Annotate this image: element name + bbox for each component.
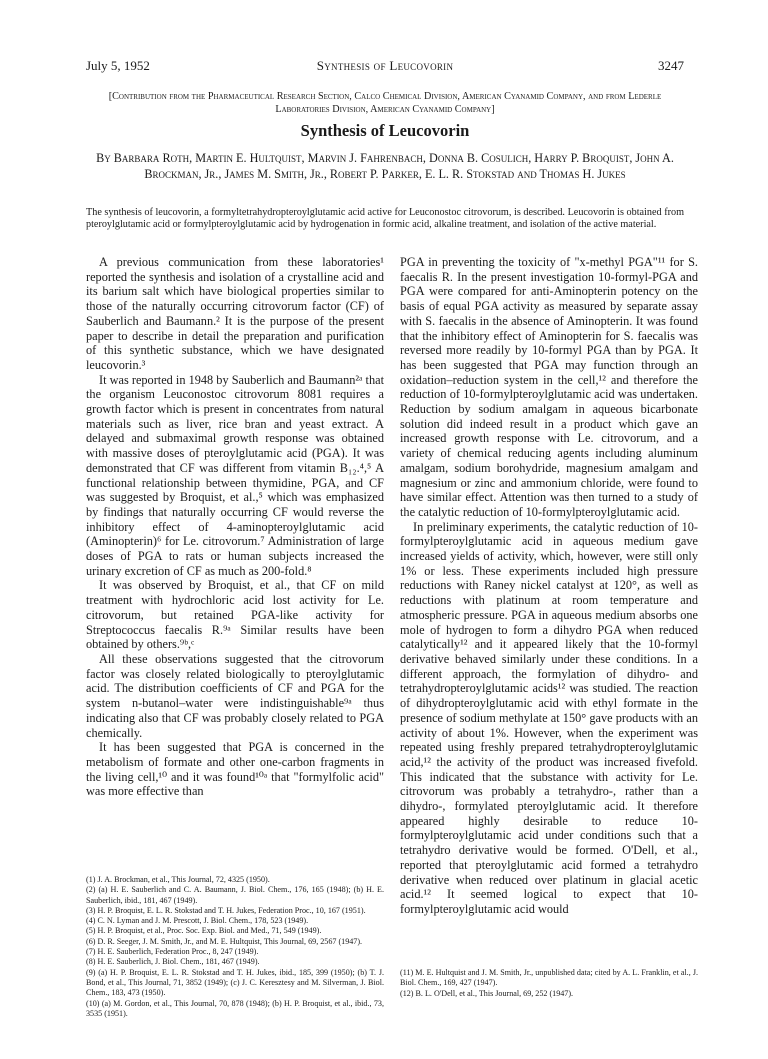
footnote: (9) (a) H. P. Broquist, E. L. R. Stokstad and T. H. Jukes, ibid., 185, 399 (1950); (b) T. J. Bond, et al., This Journal, 71, 3852 (1949); (c) J. C. Keresztesy and M. Silverman, J. Biol. Chem., 183, 473 (1950).	[86, 967, 384, 998]
footnote: (10) (a) M. Gordon, et al., This Journal, 70, 878 (1948); (b) H. P. Broquist, et al., ibid., 73, 3535 (1951).	[86, 998, 384, 1018]
footnote: (1) J. A. Brockman, et al., This Journal, 72, 4325 (1950).	[86, 875, 270, 884]
body-paragraph: PGA in preventing the toxicity of "x-methyl PGA"¹¹ for S. faecalis R. In the present investigation 10-formyl-PGA and PGA were compared for anti-Aminopterin potency on the basis of equal PGA activity as measured by separate assay with S. faecalis in the absence of Aminopterin. It was found that the inhibitory effect of Aminopterin for S. faecalis was reversed more readily by 10-formyl PGA than by PGA. It has been suggested that PGA may function through an oxidation–reduction system in the cell,¹² and therefore the reduction of 10-formylpteroylglutamic acid was undertaken. Reduction by sodium amalgam in aqueous bicarbonate solution did indeed result in a product which gave an increased growth response with Le. citrovorum, and a variety of chemical reducing agents including aluminum amalgam, sodium borohydride, magnesium amalgam and magnesium or zinc and ammonium chloride, were found to have similar effect. Attention was then turned to a study of the catalytic reduction of 10-formylpteroylglutamic acid.	[400, 255, 698, 519]
issue-date: July 5, 1952	[86, 58, 150, 73]
abstract: The synthesis of leucovorin, a formyltetrahydropteroylglutamic acid active for Leuconostoc citrovorum, is described. Leucovorin is obtained from pteroylglutamic acid or formylpteroylglutamic acid by hydrogenation in formic acid, alkaline treatment, and isolation of the active material.	[86, 207, 684, 231]
footnote: (4) C. N. Lyman and J. M. Prescott, J. Biol. Chem., 178, 523 (1949).	[86, 916, 309, 926]
footnote: (7) H. E. Sauberlich, Federation Proc., 8, 247 (1949).	[86, 947, 259, 957]
body-paragraph: It has been suggested that PGA is concerned in the metabolism of formate and other one-carbon fragments in the living cell,¹⁰ and it was found¹⁰ᵃ that "formylfolic acid" was more effective than	[86, 740, 384, 799]
footnote: (3) H. P. Broquist, E. L. R. Stokstad and T. H. Jukes, Federation Proc., 10, 167 (1951).	[86, 905, 366, 915]
footnote: (5) H. P. Broquist, et al., Proc. Soc. Exp. Biol. and Med., 71, 549 (1949).	[86, 926, 322, 936]
running-head	[86, 58, 684, 74]
author-list: By Barbara Roth, Martin E. Hultquist, Marvin J. Fahrenbach, Donna B. Cosulich, Harry P. Broquist, John A. Brockman, Jr., James M. Smith, Jr., Robert P. Parker, E. L. R. Stokstad and Thomas H. Jukes	[96, 151, 674, 181]
body-paragraph: All these observations suggested that the citrovorum factor was closely related biologically to pteroylglutamic acid. The distribution coefficients of CF and PGA for the system n-butanol–water were indistinguishable⁹ᵃ thus indicating also that CF was probably closely related to PGA chemically.	[86, 651, 384, 740]
body-column-right	[400, 255, 698, 917]
body-column-left	[86, 255, 384, 799]
footnote: (2) (a) H. E. Sauberlich and C. A. Baumann, J. Biol. Chem., 176, 165 (1948); (b) H. E. Sauberlich, ibid., 181, 467 (1949).	[86, 885, 384, 905]
footnote: (12) B. L. O'Dell, et al., This Journal, 69, 252 (1947).	[400, 988, 574, 998]
body-paragraph: A previous communication from these laboratories¹ reported the synthesis and isolation of a crystalline acid and its barium salt which have biological properties similar to those of the naturally occurring citrovorum factor (CF) of Sauberlich and Baumann.² It is the purpose of the present paper to describe in detail the preparation and purification of this synthetic substance, which we have designated leucovorin.³	[86, 255, 384, 372]
footnote: (8) H. E. Sauberlich, J. Biol. Chem., 181, 467 (1949).	[86, 957, 260, 967]
body-paragraph: It was observed by Broquist, et al., that CF on mild treatment with hydrochloric acid lost activity for Le. citrovorum, but retained PGA-like activity for Streptococcus faecalis R.⁹ᵃ Similar results have been obtained by others.⁹ᵇ,ᶜ	[86, 578, 384, 652]
article-title: Synthesis of Leucovorin	[300, 121, 470, 140]
footnotes-right	[400, 968, 698, 999]
contribution-note: [Contribution from the Pharmaceutical Research Section, Calco Chemical Division, American Cyanamid Company, and from Lederle Laboratories Division, American Cyanamid Company]	[108, 91, 662, 115]
body-paragraph: In preliminary experiments, the catalytic reduction of 10-formylpteroylglutamic acid in aqueous medium gave increased yields of activity, which, however, were still only 1% or less. These experiments included high pressure reductions with Raney nickel catalyst at 120°, as well as reductions with platinum at room temperature and atmospheric pressure. PGA in aqueous medium absorbs one mole of hydrogen to form a dihydro PGA when reduced catalytically¹² and it appeared likely that the 10-formyl derivative behaved similarly under these conditions. In a different approach, the formylation of dihydro- and tetrahydropteroylglutamic acids¹² was studied. The reaction of dihydropteroylglutamic acid with ethyl formate in the presence of sodium methylate at 150° gave products with an activity of about 1%. However, when the experiment was repeated using freshly prepared tetrahydropteroylglutamic acid,¹² the activity of the product was increased fivefold. This indicated that the substance with activity for Le. citrovorum was probably a tetrahydro-, rather than a dihydro-, formylated pteroylglutamic acid. It therefore appeared highly desirable to reduce 10-formylpteroylglutamic acid under conditions such that a tetrahydro derivative would be formed. O'Dell, et al., reported that pteroylglutamic acid formed a tetrahydro derivative when reduced over platinum in glacial acetic acid.¹² It seemed logical to expect that 10-formylpteroylglutamic acid would	[400, 519, 698, 916]
body-paragraph: It was reported in 1948 by Sauberlich and Baumann²ᵃ that the organism Leuconostoc citrovorum 8081 requires a growth factor which is present in concentrates from natural materials such as liver, rice bran and yeast extract. A delayed and submaximal growth response was obtained with massive doses of pteroylglutamic acid (PGA). It was demonstrated that CF was different from vitamin B₁₂.⁴,⁵ A functional relationship between thymidine, PGA, and CF was suggested by Broquist, et al.,⁵ which was emphasized by findings that naturally occurring CF would reverse the inhibitory effect of 4-aminopteroylglutamic acid (Aminopterin)⁶ for Le. citrovorum.⁷ Administration of large doses of PGA to rats or human subjects increased the urinary excretion of CF as much as 200-fold.⁸	[86, 372, 384, 578]
footnote: (6) D. R. Seeger, J. M. Smith, Jr., and M. E. Hultquist, This Journal, 69, 2567 (1947).	[86, 936, 363, 946]
page-number: 3247	[658, 58, 684, 73]
footnote: (11) M. E. Hultquist and J. M. Smith, Jr., unpublished data; cited by A. L. Franklin, et al., J. Biol. Chem., 169, 427 (1947).	[400, 968, 698, 988]
footnotes-left	[86, 875, 384, 1019]
running-title: Synthesis of Leucovorin	[316, 58, 454, 73]
